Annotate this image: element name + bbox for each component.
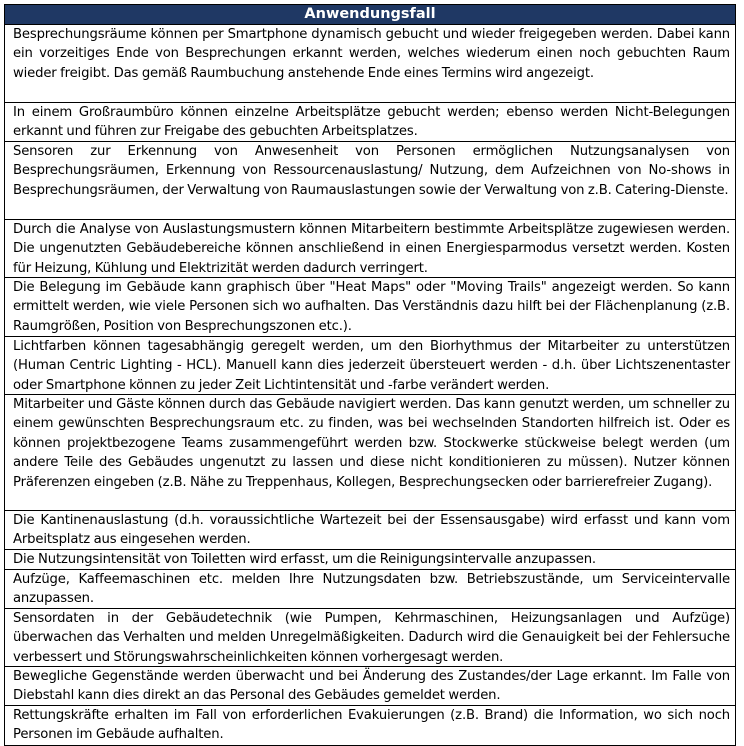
use-case-table xyxy=(4,4,736,746)
table-row: Die Nutzungsintensität von Toiletten wird erfasst, um die Reinigungsintervalle anzupassen. xyxy=(5,550,735,570)
table-row: Die Belegung im Gebäude kann graphisch über "Heat Maps" oder "Moving Trails" angezeigt werden. So kann ermittelt werden, wie viele Personen sich wo aufhalten. Das Verständnis dazu hilft bei der Flächenplanung (z.B. Raumgrößen, Position von Besprechungszonen etc.). xyxy=(5,278,735,337)
table-row: In einem Großraumbüro können einzelne Arbeitsplätze gebucht werden; ebenso werden Nicht-Belegungen erkannt und führen zur Freigabe des gebuchten Arbeitsplatzes. xyxy=(5,103,735,142)
table-row: Sensoren zur Erkennung von Anwesenheit von Personen ermöglichen Nutzungsanalysen von Besprechungsräumen, Erkennung von Ressourcenauslastung/ Nutzung, dem Aufzeichnen von No-shows in Besprechungsräumen, der Verwaltung von Raumauslastungen sowie der Verwaltung von z.B. Catering-Dienste. xyxy=(5,142,735,220)
table-row: Rettungskräfte erhalten im Fall von erforderlichen Evakuierungen (z.B. Brand) die Information, wo sich noch Personen im Gebäude aufhalten. xyxy=(13,708,730,743)
table-row: Sensordaten in der Gebäudetechnik (wie Pumpen, Kehrmaschinen, Heizungsanlagen und Aufzüge) überwachen das Verhalten und melden Unregelmäßigkeiten. Dadurch wird die Genauigkeit bei der Fehlersuche verbessert und Störungswahrscheinlichkeiten können vorhergesagt werden. xyxy=(5,609,735,667)
table-row: Lichtfarben können tagesabhängig geregelt werden, um den Biorhythmus der Mitarbeiter zu unterstützen (Human Centric Lighting - HCL). Manuell kann dies jederzeit übersteuert werden - d.h. über Lichtszenentaster oder Smartphone können zu jeder Zeit Lichtintensität und -farbe verändert werden. xyxy=(5,337,735,395)
table-row: Aufzüge, Kaffeemaschinen etc. melden Ihre Nutzungsdaten bzw. Betriebszustände, um Serviceintervalle anzupassen. xyxy=(5,570,735,609)
table-row: Die Kantinenauslastung (d.h. voraussichtliche Wartezeit bei der Essensausgabe) wird erfasst und kann vom Arbeitsplatz aus eingesehen werden. xyxy=(5,511,735,550)
table-header: Anwendungsfall xyxy=(5,5,735,25)
table-row: Besprechungsräume können per Smartphone dynamisch gebucht und wieder freigegeben werden. Dabei kann ein vorzeitiges Ende von Besprechungen erkannt werden, welches wiederum einen noch gebuchten Raum wieder freigibt. Das gemäß Raumbuchung anstehende Ende eines Termins wird angezeigt. xyxy=(5,25,735,103)
table-row: Durch die Analyse von Auslastungsmustern können Mitarbeitern bestimmte Arbeitsplätze zugewiesen werden. Die ungenutzten Gebäudebereiche können anschließend in einen Energiesparmodus versetzt werden. Kosten für Heizung, Kühlung und Elektrizität werden dadurch verringert. xyxy=(5,220,735,278)
table-row: Mitarbeiter und Gäste können durch das Gebäude navigiert werden. Das kann genutzt werden, um schneller zu einem gewünschten Besprechungsraum etc. zu finden, was bei wechselnden Standorten hilfreich ist. Oder es können projektbezogene Teams zusammengeführt werden bzw. Stockwerke stückweise belegt werden (um andere Teile des Gebäudes ungenutzt zu lassen und diese nicht konditionieren zu müssen). Nutzer können Präferenzen eingeben (z.B. Nähe zu Treppenhaus, Kollegen, Besprechungsecken oder barrierefreier Zugang). xyxy=(5,395,735,511)
table-row: Bewegliche Gegenstände werden überwacht und bei Änderung des Zustandes/der Lage erkannt. Im Falle von Diebstahl kann dies direkt an das Personal des Gebäudes gemeldet werden. xyxy=(5,667,735,706)
